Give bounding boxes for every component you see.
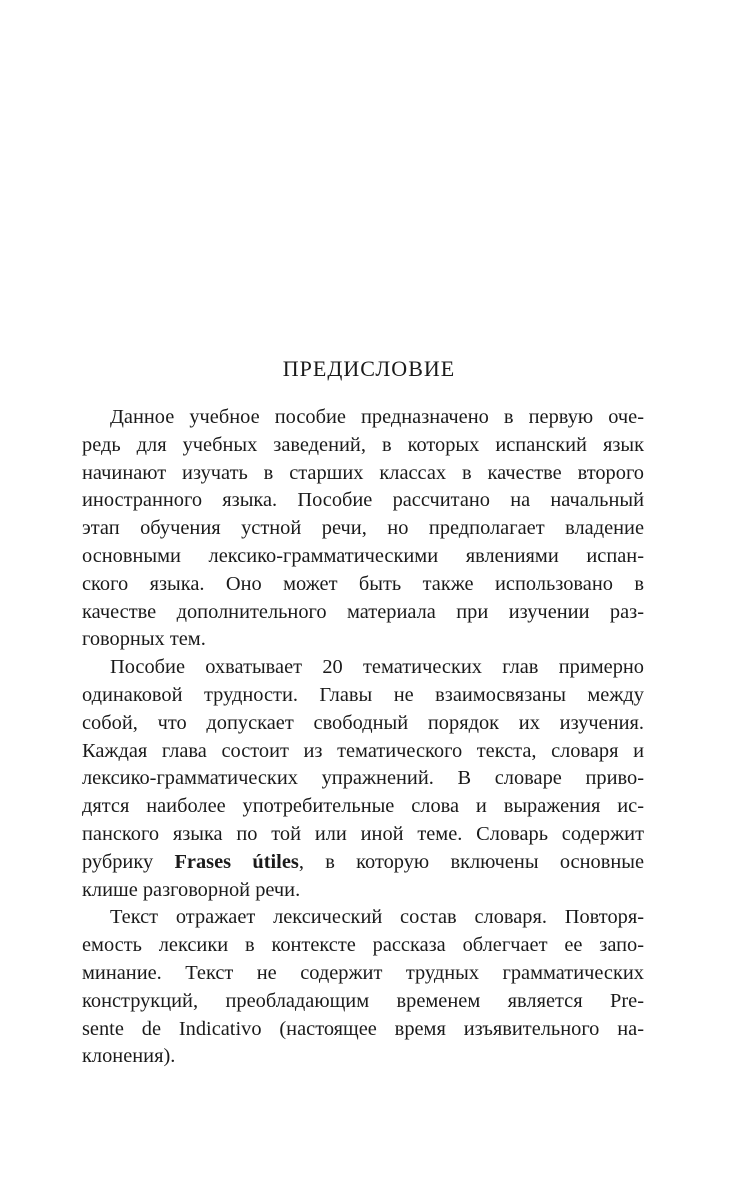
text-line: панского языка по той или иной теме. Словарь содержит xyxy=(82,822,644,845)
text-line: качестве дополнительного материала при изучении раз- xyxy=(82,600,644,623)
paragraph-3 xyxy=(82,904,644,1071)
text-line: говорных тем. xyxy=(82,628,206,651)
paragraph-2 xyxy=(82,654,644,904)
text-line: конструкций, преобладающим временем является Pre- xyxy=(82,989,644,1012)
text-line: иностранного языка. Пособие рассчитано на начальный xyxy=(82,489,644,512)
text-line: sente de Indicativo (настоящее время изъявительного на- xyxy=(82,1017,644,1040)
text-line: Данное учебное пособие предназначено в первую оче- xyxy=(110,406,644,428)
text-line: емость лексики в контексте рассказа облегчает ее запо- xyxy=(82,934,644,957)
text-line: этап обучения устной речи, но предполагает владение xyxy=(82,517,644,540)
text-line: клонения). xyxy=(82,1045,176,1068)
text-line: минание. Текст не содержит трудных грамматических xyxy=(82,961,644,984)
body-text xyxy=(82,404,644,1071)
text-line: ского языка. Оно может быть также использовано в xyxy=(82,572,644,595)
page-title: ПРЕДИСЛОВИЕ xyxy=(282,356,456,381)
text-line: лексико-грамматических упражнений. В словаре приво- xyxy=(82,767,644,790)
text-line: основными лексико-грамматическими явлениями испан- xyxy=(82,544,644,567)
paragraph-1 xyxy=(82,404,644,654)
text-line: редь для учебных заведений, в которых испанский язык xyxy=(82,433,644,456)
rubric-line xyxy=(82,849,644,877)
text-line: Пособие охватывает 20 тематических глав примерно xyxy=(110,656,644,679)
text-line: клише разговорной речи. xyxy=(82,878,301,901)
text-line: Текст отражает лексический состав словаря. Повторя- xyxy=(110,906,644,929)
text-line: дятся наиболее употребительные слова и выражения ис- xyxy=(82,795,644,818)
text-line: Каждая глава состоит из тематического текста, словаря и xyxy=(82,739,644,762)
text-line: собой, что допускает свободный порядок их изучения. xyxy=(82,711,644,734)
rubric-line-after: , в которую включены основные xyxy=(298,850,644,873)
rubric-line-before: рубрику xyxy=(82,850,175,873)
rubric-title: Frases útiles xyxy=(174,850,299,873)
text-line: одинаковой трудности. Главы не взаимосвязаны между xyxy=(82,683,644,706)
text-line: начинают изучать в старших классах в качестве второго xyxy=(82,461,644,484)
